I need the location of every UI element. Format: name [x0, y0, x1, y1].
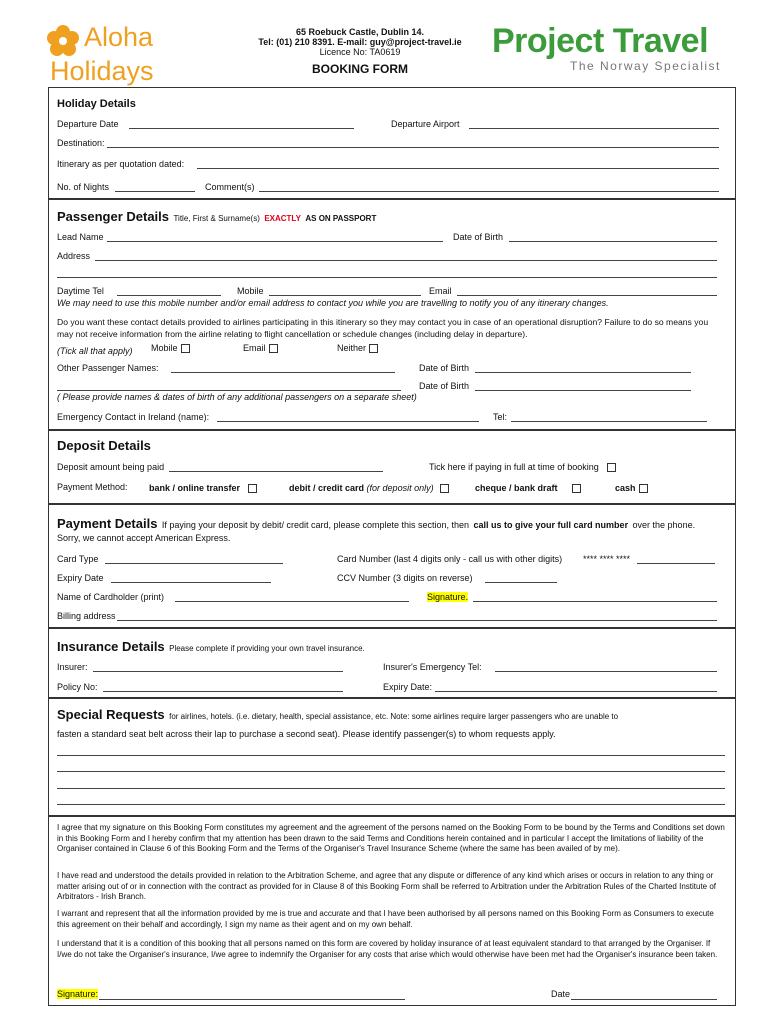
address-label: Address	[57, 251, 91, 261]
insurance-details-section	[48, 628, 736, 698]
norway-specialist-text: The Norway Specialist	[570, 59, 721, 73]
comments-label: Comment(s)	[205, 182, 255, 192]
payment-intro-a: If paying your deposit by debit/ credit card, please complete this section, then	[161, 520, 470, 530]
card-number-mask: **** **** ****	[583, 554, 631, 564]
deposit-amount-label: Deposit amount being paid	[57, 462, 165, 472]
emergency-contact-label: Emergency Contact in Ireland (name):	[57, 412, 210, 422]
other-dob-label-2: Date of Birth	[419, 381, 470, 391]
deposit-details-section	[48, 430, 736, 504]
card-type-field[interactable]	[105, 563, 283, 564]
agreement-date-label: Date	[551, 989, 571, 999]
policy-label: Policy No:	[57, 682, 98, 692]
departure-date-field[interactable]	[129, 128, 354, 129]
mobile-checkbox[interactable]	[181, 344, 190, 353]
address-field-2[interactable]	[57, 277, 717, 278]
cash-option[interactable]	[615, 483, 648, 493]
insurance-subtitle: Please complete if providing your own travel insurance.	[169, 644, 365, 653]
expiry-field[interactable]	[111, 582, 271, 583]
insurance-expiry-field[interactable]	[435, 691, 717, 692]
holiday-details-title: Holiday Details	[57, 98, 136, 110]
daytime-tel-label: Daytime Tel	[57, 286, 104, 296]
payment-details-title: Payment Details	[57, 516, 158, 531]
aloha-text: Aloha	[84, 22, 154, 52]
emergency-contact-field[interactable]	[217, 421, 479, 422]
tick-all-label: (Tick all that apply)	[57, 346, 133, 356]
agreement-section	[48, 816, 736, 1006]
card-label: debit / credit card	[289, 483, 365, 493]
card-checkbox[interactable]	[440, 484, 449, 493]
hibiscus-icon	[46, 24, 80, 58]
other-dob-label-1: Date of Birth	[419, 363, 470, 373]
deposit-details-title: Deposit Details	[57, 438, 151, 453]
address-field-1[interactable]	[95, 260, 717, 261]
itinerary-field[interactable]	[197, 168, 719, 169]
full-payment-option[interactable]	[429, 462, 616, 472]
lead-name-label: Lead Name	[57, 232, 104, 242]
licence-number: Licence No: TA0619	[319, 47, 401, 57]
nights-field[interactable]	[115, 191, 195, 192]
ccv-label: CCV Number (3 digits on reverse)	[337, 573, 473, 583]
email-field[interactable]	[457, 295, 717, 296]
agreement-p3: I warrant and represent that all the information provided by me is true and accurate and that I have been authorised by all persons named on this Booking Form as Consumers to execute this agreement on their behalf and accordingly, I sign my name as their agent and on my own behalf.	[57, 909, 714, 929]
insurer-emergency-field[interactable]	[495, 671, 717, 672]
policy-field[interactable]	[103, 691, 343, 692]
passenger-subtitle: Title, First & Surname(s)	[173, 214, 260, 223]
agreement-signature-field[interactable]	[99, 999, 405, 1000]
other-passenger-field-2[interactable]	[57, 390, 401, 391]
cheque-option[interactable]	[475, 483, 581, 493]
billing-address-label: Billing address	[57, 611, 116, 621]
opt-email-label: Email	[243, 343, 266, 353]
comments-field[interactable]	[259, 191, 719, 192]
holiday-details-section	[48, 87, 736, 199]
agreement-p2: I have read and understood the details provided in relation to the Arbitration Scheme, and agree that any dispute or difference of any kind which arises or occurs in relation to any thing or matter arising out of or in connection with the contract as provided for in Clause 8 of this Booking Form shall be referred to Arbitration under the Arbitration Rules of the Charted Institute of Arbitrators - Irish Branch.	[57, 871, 717, 901]
contact-question: Do you want these contact details provided to airlines participating in this itinerary so they may contact you in case of an operational disruption? Failure to do so means you may not receive information from the airline relating to flight cancellation or schedule changes (including delay in departure).	[57, 317, 709, 339]
as-on-passport-text: AS ON PASSPORT	[305, 214, 377, 223]
form-title: BOOKING FORM	[312, 62, 408, 76]
lead-name-field[interactable]	[107, 241, 443, 242]
card-number-label: Card Number (last 4 digits only - call us with other digits)	[337, 554, 563, 564]
insurer-emergency-label: Insurer's Emergency Tel:	[383, 662, 482, 672]
email-checkbox[interactable]	[269, 344, 278, 353]
ccv-field[interactable]	[485, 582, 557, 583]
card-option[interactable]	[289, 483, 449, 493]
project-travel-logo	[492, 22, 737, 77]
full-payment-label: Tick here if paying in full at time of booking	[429, 462, 599, 472]
card-number-field[interactable]	[637, 563, 715, 564]
special-text-b: fasten a standard seat belt across their lap to purchase a second seat). Please identify passenger(s) to whom requests apply.	[57, 729, 556, 739]
special-text-a: for airlines, hotels. (i.e. dietary, health, special assistance, etc. Note: some airlines require larger passengers who are unable to	[169, 712, 619, 721]
nights-label: No. of Nights	[57, 182, 110, 192]
card-signature-field[interactable]	[473, 601, 717, 602]
cheque-label: cheque / bank draft	[475, 483, 558, 493]
special-requests-title: Special Requests	[57, 707, 165, 722]
destination-label: Destination:	[57, 138, 105, 148]
payment-intro-c: Sorry, we cannot accept American Express.	[57, 533, 231, 543]
departure-date-label: Departure Date	[57, 119, 119, 129]
payment-intro-b: over the phone.	[632, 520, 696, 530]
lead-dob-label: Date of Birth	[453, 232, 504, 242]
project-travel-text: Project Travel	[492, 22, 709, 60]
agreement-date-field[interactable]	[571, 999, 717, 1000]
mobile-label: Mobile	[237, 286, 264, 296]
other-dob-field-2[interactable]	[475, 390, 691, 391]
email-label: Email	[429, 286, 452, 296]
mobile-field[interactable]	[269, 295, 421, 296]
daytime-tel-field[interactable]	[117, 295, 221, 296]
agreement-p4: I understand that it is a condition of this booking that all persons named on this form are covered by holiday insurance of at least equivalent standard to that arranged by the Organiser. If I/we do not take the Organiser's insurance, I/we agree to indemnify the Organiser for any costs that arise which would otherwise have been met had the Organiser's insurance been taken.	[57, 939, 718, 959]
payment-details-section	[48, 504, 736, 628]
cheque-checkbox[interactable]	[572, 484, 581, 493]
opt-mobile-label: Mobile	[151, 343, 178, 353]
itinerary-label: Itinerary as per quotation dated:	[57, 159, 185, 169]
company-contact: Tel: (01) 210 8391. E-mail: guy@project-travel.ie	[258, 37, 462, 47]
neither-checkbox[interactable]	[369, 344, 378, 353]
other-passengers-label: Other Passenger Names:	[57, 363, 159, 373]
cardholder-field[interactable]	[175, 601, 409, 602]
opt-mobile[interactable]	[151, 343, 190, 353]
other-passenger-field-1[interactable]	[171, 372, 395, 373]
card-note: (for deposit only)	[366, 483, 434, 493]
expiry-label: Expiry Date	[57, 573, 104, 583]
insurance-expiry-label: Expiry Date:	[383, 682, 433, 692]
departure-airport-field[interactable]	[469, 128, 719, 129]
payment-intro-bold: call us to give your full card number	[473, 520, 629, 530]
destination-field[interactable]	[107, 147, 719, 148]
special-field-4[interactable]	[57, 804, 725, 805]
card-type-label: Card Type	[57, 554, 99, 564]
full-payment-checkbox[interactable]	[607, 463, 616, 472]
special-requests-section	[48, 698, 736, 816]
special-field-3[interactable]	[57, 788, 725, 789]
insurance-details-title: Insurance Details	[57, 639, 165, 654]
passenger-details-section	[48, 199, 736, 430]
bank-transfer-label: bank / online transfer	[149, 483, 241, 493]
opt-neither-label: Neither	[337, 343, 367, 353]
opt-neither[interactable]	[337, 343, 378, 353]
payment-method-label: Payment Method:	[57, 482, 128, 492]
bank-transfer-checkbox[interactable]	[248, 484, 257, 493]
insurer-field[interactable]	[93, 671, 343, 672]
agreement-signature-label: Signature:	[57, 989, 99, 999]
opt-email[interactable]	[243, 343, 278, 353]
other-dob-field-1[interactable]	[475, 372, 691, 373]
departure-airport-label: Departure Airport	[391, 119, 460, 129]
bank-transfer-option[interactable]	[149, 483, 257, 493]
deposit-amount-field[interactable]	[169, 471, 383, 472]
company-address: 65 Roebuck Castle, Dublin 14.	[295, 27, 425, 37]
cardholder-label: Name of Cardholder (print)	[57, 592, 165, 602]
agreement-p1: I agree that my signature on this Booking Form constitutes my agreement and the agreement of the persons named on the Booking Form to be bound by the Terms and Conditions set down in this Booking Form and I hereby confirm that my attention has been drawn to the said Terms and Conditions herein contained and in particular I accept the limitations of liability of the Organiser contained in Clause 6 of this Booking Form and the Terms of the Organiser's Travel Insurance Scheme (where the same has been availed of by me).	[57, 823, 725, 853]
insurer-label: Insurer:	[57, 662, 88, 672]
billing-address-field[interactable]	[117, 620, 717, 621]
emergency-tel-field[interactable]	[511, 421, 707, 422]
lead-dob-field[interactable]	[509, 241, 717, 242]
other-passenger-note: ( Please provide names & dates of birth of any additional passengers on a separate sheet)	[57, 392, 417, 402]
cash-checkbox[interactable]	[639, 484, 648, 493]
passenger-details-title: Passenger Details	[57, 209, 170, 224]
card-signature-label: Signature.	[427, 592, 469, 602]
aloha-logo	[46, 20, 176, 92]
emergency-tel-label: Tel:	[493, 412, 508, 422]
mobile-note: We may need to use this mobile number and/or email address to contact you while you are travelling to notify you of any itinerary changes.	[57, 298, 609, 308]
cash-label: cash	[615, 483, 636, 493]
exactly-text: EXACTLY	[264, 214, 301, 223]
special-field-1[interactable]	[57, 755, 725, 756]
special-field-2[interactable]	[57, 771, 725, 772]
holidays-text: Holidays	[50, 56, 154, 86]
